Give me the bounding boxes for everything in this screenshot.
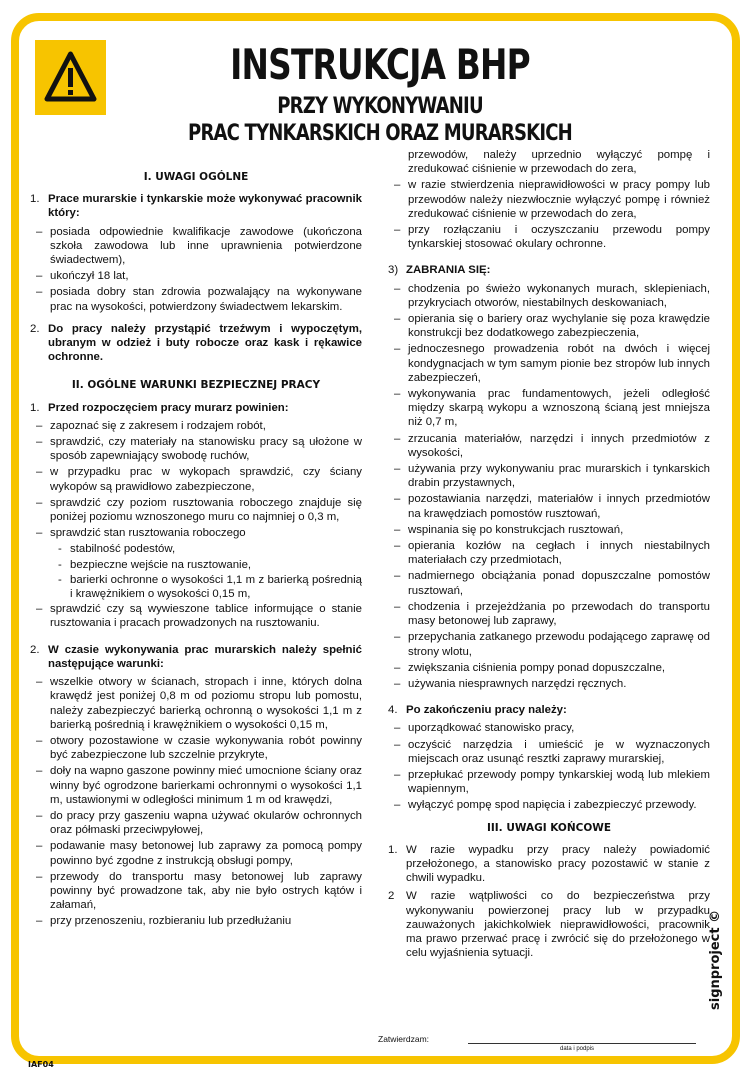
list-item-text: pozostawiania narzędzi, materiałów i innych przedmiotów na krawędziach pomostów rusztowań, xyxy=(408,493,710,520)
list-item: – uporządkować stanowisko pracy, xyxy=(394,722,575,735)
numbered-item xyxy=(30,322,362,365)
list-item-text: posiada odpowiednie kwalifikacje zawodowe (ukończona szkoła zawodowa lub inne uprawnienia potwierdzone świadectwem), xyxy=(50,225,362,267)
section-heading: III. UWAGI KOŃCOWE xyxy=(486,821,612,834)
list-item: – opierania kozłów na cegłach i innych niestabilnych materiałach czy przedmiotach, xyxy=(394,540,710,567)
numbered-item xyxy=(388,263,710,277)
section-heading: I. UWAGI OGÓLNE xyxy=(143,171,249,183)
item-text: W razie wątpliwości co do bezpieczeństwa przy wykonywaniu powierzonej pracy lub w przypadku zauważonych jakichkolwiek nieprawidłowości, pracownik ma prawo przerwać pracę i zwrócić się do przełożonego w celu wyjaśnienia sytuacji. xyxy=(406,890,710,960)
list-item: – chodzenia po świeżo wykonanych murach, sklepieniach, przykryciach otworów, niestabilnych deskowaniach, xyxy=(394,282,710,309)
list-item: – nadmiernego obciążania ponad dopuszczalne pomostów rusztowań, xyxy=(394,570,710,597)
numbered-item xyxy=(30,192,362,220)
warning-sign xyxy=(35,40,106,115)
list-item: – sprawdzić czy są wywieszone tablice informujące o stanie rusztowania i pracach prowadzonych na rusztowaniu. xyxy=(36,603,362,630)
list-item: – w przypadku prac w wykopach sprawdzić, czy ściany wykopów są prawidłowo zabezpieczone, xyxy=(36,466,362,493)
list-item-text: wspinania się po konstrukcjach rusztowań, xyxy=(408,523,624,536)
item-number: 4. xyxy=(388,704,398,717)
list-item-text: wszelkie otwory w ścianach, stropach i inne, których dolna krawędź jest poniżej 0,8 m od poziomu stropu lub pomostu, należy zabezpieczyć barierką ochronną o wysokości 1,1 m z barierką pośrednią i krawężnikiem o wysokości 0,15 m, xyxy=(50,676,362,731)
list-item-text: zrzucania materiałów, narzędzi i innych przedmiotów z wysokości, xyxy=(408,432,710,459)
list-item: – przy przenoszeniu, rozbieraniu lub przedłużaniu xyxy=(36,915,292,928)
list-item-text: zwiększania ciśnienia pompy ponad dopuszczalne, xyxy=(408,661,666,674)
list-item: – pozostawiania narzędzi, materiałów i innych przedmiotów na krawędziach pomostów rusztowań, xyxy=(394,493,710,520)
list-item: – zrzucania materiałów, narzędzi i innych przedmiotów z wysokości, xyxy=(394,432,710,459)
page-subtitle-2: PRAC TYNKARSKICH ORAZ MURARSKICH xyxy=(188,121,572,146)
list-item: – wspinania się po konstrukcjach rusztowań, xyxy=(394,523,624,536)
list-item: – wszelkie otwory w ścianach, stropach i inne, których dolna krawędź jest poniżej 0,8 m od poziomu stropu lub pomostu, należy zabezpieczyć barierką ochronną o wysokości 1,1 m z barierką pośrednią i krawężnikiem o wysokości 0,15 m, xyxy=(36,676,362,731)
list-item-text: przepychania zatkanego przewodu podającego zaprawę od strony wlotu, xyxy=(408,631,710,658)
item-number: 2. xyxy=(30,643,40,656)
item-number: 1. xyxy=(30,401,40,414)
numbered-item xyxy=(30,643,362,671)
list-item-text: chodzenia po świeżo wykonanych murach, sklepieniach, przykryciach otworów, niestabilnych deskowaniach, xyxy=(408,282,710,309)
right-column xyxy=(388,148,710,964)
list-item-text: używania przy wykonywaniu prac murarskich i tynkarskich drabin przystawnych, xyxy=(408,463,710,490)
list-item: – przy rozłączaniu i oczyszczaniu przewodu pompy tynkarskiej stosować okulary ochronne. xyxy=(394,224,710,251)
item-text: W razie wypadku przy pracy należy powiadomić przełożonego, a stanowisko pracy pozostawić w stanie z chwili wypadku. xyxy=(406,843,710,885)
list-item: – do pracy przy gaszeniu wapna używać okularów ochronnych oraz półmaski przeciwpyłowej, xyxy=(36,809,362,837)
left-column xyxy=(30,170,362,931)
numbered-item xyxy=(388,703,710,717)
item-number: 1. xyxy=(30,193,40,206)
list-item: – sprawdzić stan rusztowania roboczego xyxy=(36,527,246,540)
sub-list-item-text: bezpieczne wejście na rusztowanie, xyxy=(70,558,252,571)
approval-label: Zatwierdzam: xyxy=(378,1034,430,1044)
list-item-text: przy przenoszeniu, rozbieraniu lub przedłużaniu xyxy=(50,915,292,928)
list-item-text: sprawdzić stan rusztowania roboczego xyxy=(50,527,246,540)
list-item-text: wyłączyć pompę spod napięcia i zabezpieczyć przewody. xyxy=(408,799,697,812)
numbered-item xyxy=(30,401,362,415)
item-heading: Przed rozpoczęciem pracy murarz powinien: xyxy=(48,401,289,414)
list-item: – oczyścić narzędzia i umieścić je w wyznaczonych miejscach oraz usunąć resztki zaprawy murarskiej, xyxy=(394,738,710,765)
list-item-text: podawanie masy betonowej lub zaprawy za pomocą pompy powinno być zgodne z instrukcją obsługi pompy, xyxy=(50,840,362,867)
item-number: 2 xyxy=(388,890,395,903)
signature-line xyxy=(468,1043,696,1044)
numbered-item xyxy=(388,843,710,886)
section-heading: II. OGÓLNE WARUNKI BEZPIECZNEJ PRACY xyxy=(71,379,321,392)
list-item: – zwiększania ciśnienia pompy ponad dopuszczalne, xyxy=(394,661,666,674)
list-item: – chodzenia i przejeżdżania po przewodach do transportu masy betonowej lub zaprawy, xyxy=(394,600,710,628)
list-item-text: przy rozłączaniu i oczyszczaniu przewodu pompy tynkarskiej stosować okulary ochronne. xyxy=(408,224,710,251)
item-heading: ZABRANIA SIĘ: xyxy=(406,264,491,277)
list-item-text: uporządkować stanowisko pracy, xyxy=(408,722,575,735)
item-heading: W czasie wykonywania prac murarskich należy spełnić następujące warunki: xyxy=(48,643,362,670)
document-code: IAF04 xyxy=(28,1060,54,1069)
sub-list-item: - stabilność podestów, xyxy=(58,543,176,556)
list-item-text: sprawdzić czy poziom rusztowania roboczego znajduje się poniżej poziomu wznoszonego muru co najmniej o 0,3 m, xyxy=(50,496,362,524)
list-item: – opierania się o bariery oraz wychylanie się poza krawędzie konstrukcji bez dodatkowego zabezpieczenia, xyxy=(394,313,710,340)
list-item-text: przepłukać przewody pompy tynkarskiej wodą lub mlekiem wapiennym, xyxy=(408,768,710,796)
item-number: 3) xyxy=(388,264,399,277)
sub-list-item-text: barierki ochronne o wysokości 1,1 m z barierką pośrednią i krawężnikiem o wysokości 0,15 m, xyxy=(70,573,362,601)
list-item-text: opierania się o bariery oraz wychylanie się poza krawędzie konstrukcji bez dodatkowego zabezpieczenia, xyxy=(408,313,710,340)
brand-label: signproject © xyxy=(708,909,723,1010)
approval-sublabel: data i podpis xyxy=(560,1046,595,1052)
list-item: – przepychania zatkanego przewodu podającego zaprawę od strony wlotu, xyxy=(394,631,710,658)
list-item-text: sprawdzić, czy materiały na stanowisku pracy są ułożone w sposób zapewniający swobodę ruchów, xyxy=(50,436,362,463)
list-item-text: używania niesprawnych narzędzi ręcznych. xyxy=(408,677,627,690)
list-item-text: ukończył 18 lat, xyxy=(50,270,129,283)
list-item-text: jednoczesnego prowadzenia robót na dwóch i więcej kondygnacjach w tym samym pionie bez stropów lub innych zabezpieczeń, xyxy=(408,343,710,384)
list-item: – otwory pozostawione w czasie wykonywania robót powinny być zabezpieczone lub szczelnie przykryte, xyxy=(36,734,362,762)
list-item: – posiada dobry stan zdrowia pozwalający na wykonywane prac na wysokości, potwierdzony świadectwem lekarskim. xyxy=(36,286,362,313)
list-item-text: w razie stwierdzenia nieprawidłowości w pracy pompy lub przewodów należy niezwłocznie wyłączyć pompę i również zredukować ciśnienie w przewodach do zera, xyxy=(408,179,710,220)
list-item-text: w przypadku prac w wykopach sprawdzić, czy ściany wykopów są prawidłowo zabezpieczone, xyxy=(50,466,362,493)
list-item-text: nadmiernego obciążania ponad dopuszczalne pomostów rusztowań, xyxy=(408,570,710,597)
list-item-text: otwory pozostawione w czasie wykonywania robót powinny być zabezpieczone lub szczelnie przykryte, xyxy=(50,734,362,762)
sub-list-item: - bezpieczne wejście na rusztowanie, xyxy=(58,558,252,571)
list-item: – używania przy wykonywaniu prac murarskich i tynkarskich drabin przystawnych, xyxy=(394,463,710,490)
list-item-text: do pracy przy gaszeniu wapna używać okularów ochronnych oraz półmaski przeciwpyłowej, xyxy=(50,809,362,837)
page-subtitle-1: PRZY WYKONYWANIU xyxy=(277,94,483,119)
list-item: – posiada odpowiednie kwalifikacje zawodowe (ukończona szkoła zawodowa lub inne uprawnienia potwierdzone świadectwem), xyxy=(36,225,362,267)
item-heading: Po zakończeniu pracy należy: xyxy=(406,704,567,717)
numbered-item xyxy=(388,889,710,960)
item-number: 1. xyxy=(388,843,398,856)
list-item: – sprawdzić, czy materiały na stanowisku pracy są ułożone w sposób zapewniający swobodę ruchów, xyxy=(36,436,362,463)
item-heading: Prace murarskie i tynkarskie może wykonywać pracownik który: xyxy=(48,193,362,220)
list-item-text: zapoznać się z zakresem i rodzajem robót, xyxy=(50,419,266,432)
list-item-text: doły na wapno gaszone powinny mieć umocnione ściany oraz winny być ogrodzone barierkami ochronnymi o wysokości 1,1 m, ustawionymi w odległości minimum 1 m od krawędzi, xyxy=(50,765,362,806)
item-heading: Do pracy należy przystąpić trzeźwym i wypoczętym, ubranym w odzież i buty robocze oraz kask i rękawice ochronne. xyxy=(48,322,362,364)
list-item: – podawanie masy betonowej lub zaprawy za pomocą pompy powinno być zgodne z instrukcją obsługi pompy, xyxy=(36,840,362,867)
list-item-text: wykonywania prac fundamentowych, jeżeli odległość między skarpą wykopu a wznoszoną ścianą jest mniejsza niż 0,7 m, xyxy=(408,388,710,429)
item-number: 2. xyxy=(30,322,40,335)
warning-triangle-icon xyxy=(44,50,97,103)
list-item-text: oczyścić narzędzia i umieścić je w wyznaczonych miejscach oraz usunąć resztki zaprawy murarskiej, xyxy=(408,738,710,765)
list-item: – jednoczesnego prowadzenia robót na dwóch i więcej kondygnacjach w tym samym pionie bez stropów lub innych zabezpieczeń, xyxy=(394,343,710,384)
list-item-continuation: przewodów, należy uprzednio wyłączyć pompę i zredukować ciśnienie w przewodach do zera, xyxy=(408,149,710,176)
list-item: – przewody do transportu masy betonowej lub zaprawy powinny być prowadzone tak, aby nie było ostrych kątów i załamań, xyxy=(36,870,362,912)
list-item: – w razie stwierdzenia nieprawidłowości w pracy pompy lub przewodów należy niezwłocznie wyłączyć pompę i również zredukować ciśnienie w przewodach do zera, xyxy=(394,179,710,220)
sub-list-item: - barierki ochronne o wysokości 1,1 m z barierką pośrednią i krawężnikiem o wysokości 0,15 m, xyxy=(58,573,362,601)
sub-list-item-text: stabilność podestów, xyxy=(70,543,176,556)
list-item: – używania niesprawnych narzędzi ręcznych. xyxy=(394,677,627,690)
list-item: – sprawdzić czy poziom rusztowania roboczego znajduje się poniżej poziomu wznoszonego muru co najmniej o 0,3 m, xyxy=(36,496,362,524)
list-item-text: posiada dobry stan zdrowia pozwalający na wykonywane prac na wysokości, potwierdzony świadectwem lekarskim. xyxy=(50,286,362,313)
list-item-text: chodzenia i przejeżdżania po przewodach do transportu masy betonowej lub zaprawy, xyxy=(408,600,710,628)
list-item-text: przewody do transportu masy betonowej lub zaprawy powinny być prowadzone tak, aby nie było ostrych kątów i załamań, xyxy=(50,870,362,912)
page-title: INSTRUKCJA BHP xyxy=(230,40,530,89)
list-item-text: sprawdzić czy są wywieszone tablice informujące o stanie rusztowania i pracach prowadzonych na rusztowaniu. xyxy=(50,603,362,630)
list-item: – wykonywania prac fundamentowych, jeżeli odległość między skarpą wykopu a wznoszoną ścianą jest mniejsza niż 0,7 m, xyxy=(394,388,710,429)
list-item: – wyłączyć pompę spod napięcia i zabezpieczyć przewody. xyxy=(394,799,697,812)
list-item-text: opierania kozłów na cegłach i innych niestabilnych materiałach czy przedmiotach, xyxy=(408,540,710,567)
list-item: – przepłukać przewody pompy tynkarskiej wodą lub mlekiem wapiennym, xyxy=(394,768,710,796)
list-item: – ukończył 18 lat, xyxy=(36,270,129,283)
list-item: – doły na wapno gaszone powinny mieć umocnione ściany oraz winny być ogrodzone barierkami ochronnymi o wysokości 1,1 m, ustawionymi w odległości minimum 1 m od krawędzi, xyxy=(36,765,362,806)
list-item: – zapoznać się z zakresem i rodzajem robót, xyxy=(36,419,266,432)
